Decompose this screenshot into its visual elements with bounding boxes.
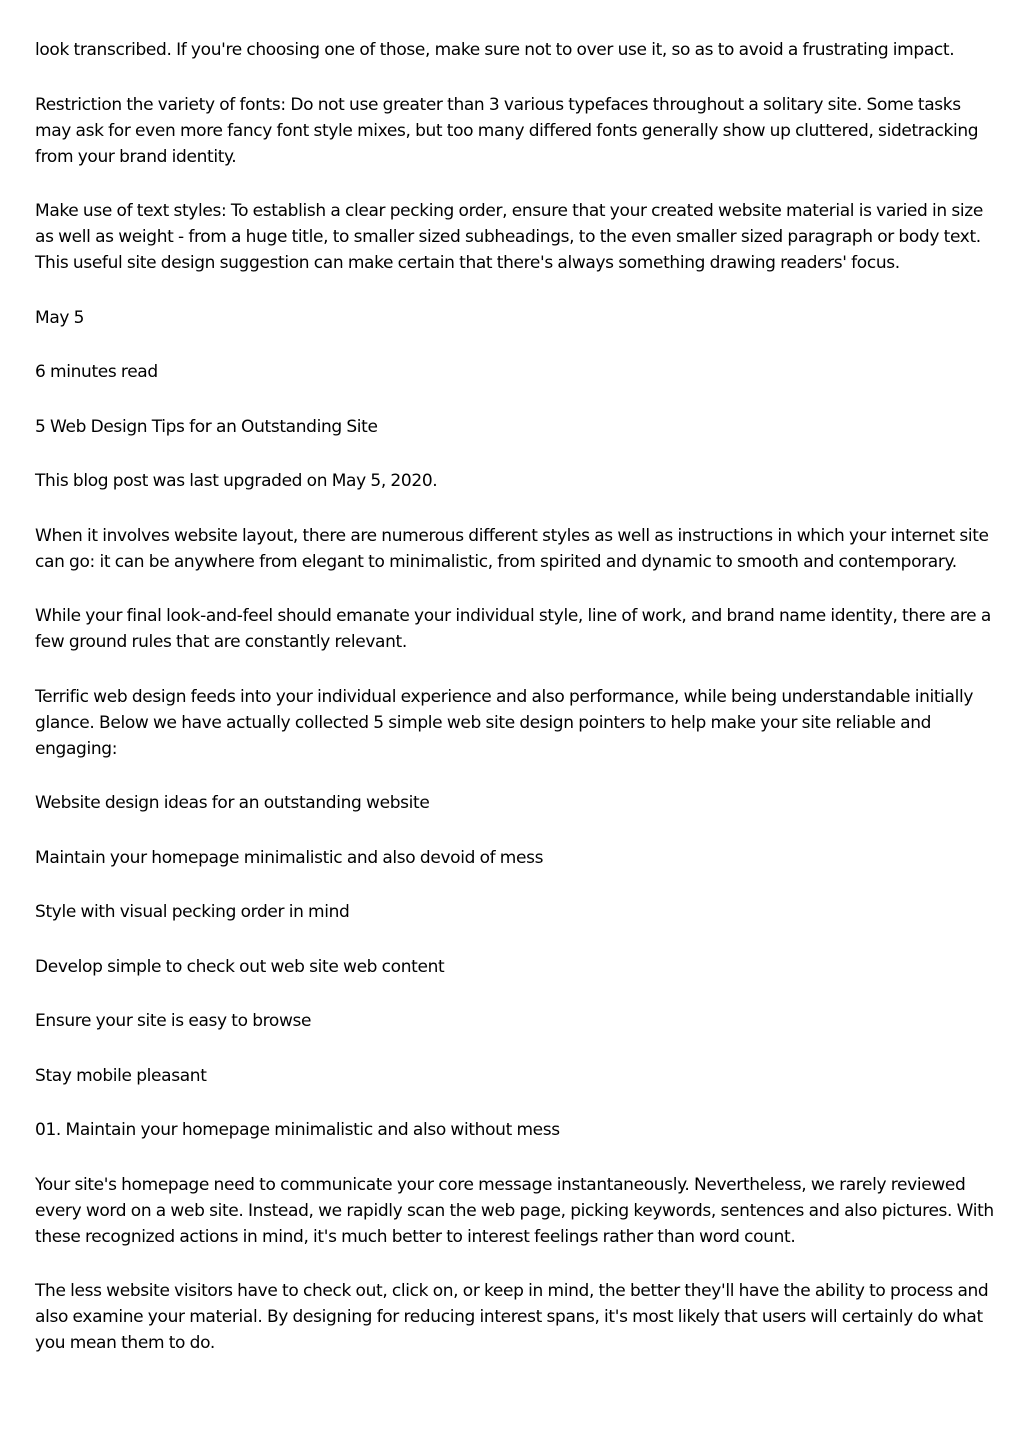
paragraph-terrific-design: Terrific web design feeds into your individual experience and also performance, while being understandable initially glance. Below we have actually collected 5 simple web site design pointers to help make your site reliable and engaging: [35, 686, 974, 759]
document-body [35, 37, 995, 1385]
list-item: Maintain your homepage minimalistic and also devoid of mess [35, 847, 544, 868]
paragraph-less-to-read: The less website visitors have to check out, click on, or keep in mind, the better they'll have the ability to process and also examine your material. By designing for reducing interest spans, it's most likely that users will certainly do what you mean them to do. [35, 1281, 989, 1353]
paragraph-restrict-fonts: Restriction the variety of fonts: Do not use greater than 3 various typefaces throughout a solitary site. Some tasks may ask for even more fancy font style mixes, but too many differed fonts generally show up cluttered, sidetracking from your brand identity. [35, 94, 979, 167]
list-item: Ensure your site is easy to browse [35, 1011, 312, 1031]
paragraph-look-and-feel: While your final look-and-feel should emanate your individual style, line of work, and brand name identity, there are a few ground rules that are constantly relevant. [35, 606, 991, 652]
post-date: May 5 [35, 307, 85, 328]
read-time: 6 minutes read [35, 362, 158, 382]
paragraph-transcribed-intro: look transcribed. If you're choosing one of those, make sure not to over use it, so as to avoid a frustrating impact. [35, 40, 955, 60]
last-updated-note: This blog post was last upgraded on May 5, 2020. [35, 471, 438, 491]
list-item: Develop simple to check out web site web content [35, 956, 445, 977]
section-heading-01: 01. Maintain your homepage minimalistic and also without mess [35, 1120, 560, 1140]
list-item: Stay mobile pleasant [35, 1065, 207, 1086]
list-heading: Website design ideas for an outstanding website [35, 793, 430, 813]
post-title: 5 Web Design Tips for an Outstanding Site [35, 416, 378, 437]
paragraph-homepage-message: Your site's homepage need to communicate your core message instantaneously. Nevertheless, we rarely reviewed every word on a web site. Instead, we rapidly scan the web page, picking keywords, sentences and also pictures. With these recognized actions in mind, it's much better to interest feelings rather than word count. [35, 1174, 994, 1247]
paragraph-website-layout: When it involves website layout, there are numerous different styles as well as instructions in which your internet site can go: it can be anywhere from elegant to minimalistic, from spirited and dynamic to smooth and contemporary. [35, 525, 989, 572]
list-item: Style with visual pecking order in mind [35, 902, 350, 922]
paragraph-text-styles: Make use of text styles: To establish a clear pecking order, ensure that your created website material is varied in size as well as weight - from a huge title, to smaller sized subheadings, to the even smaller sized paragraph or body text. This useful site design suggestion can make certain that there's always something drawing readers' focus. [35, 201, 983, 273]
